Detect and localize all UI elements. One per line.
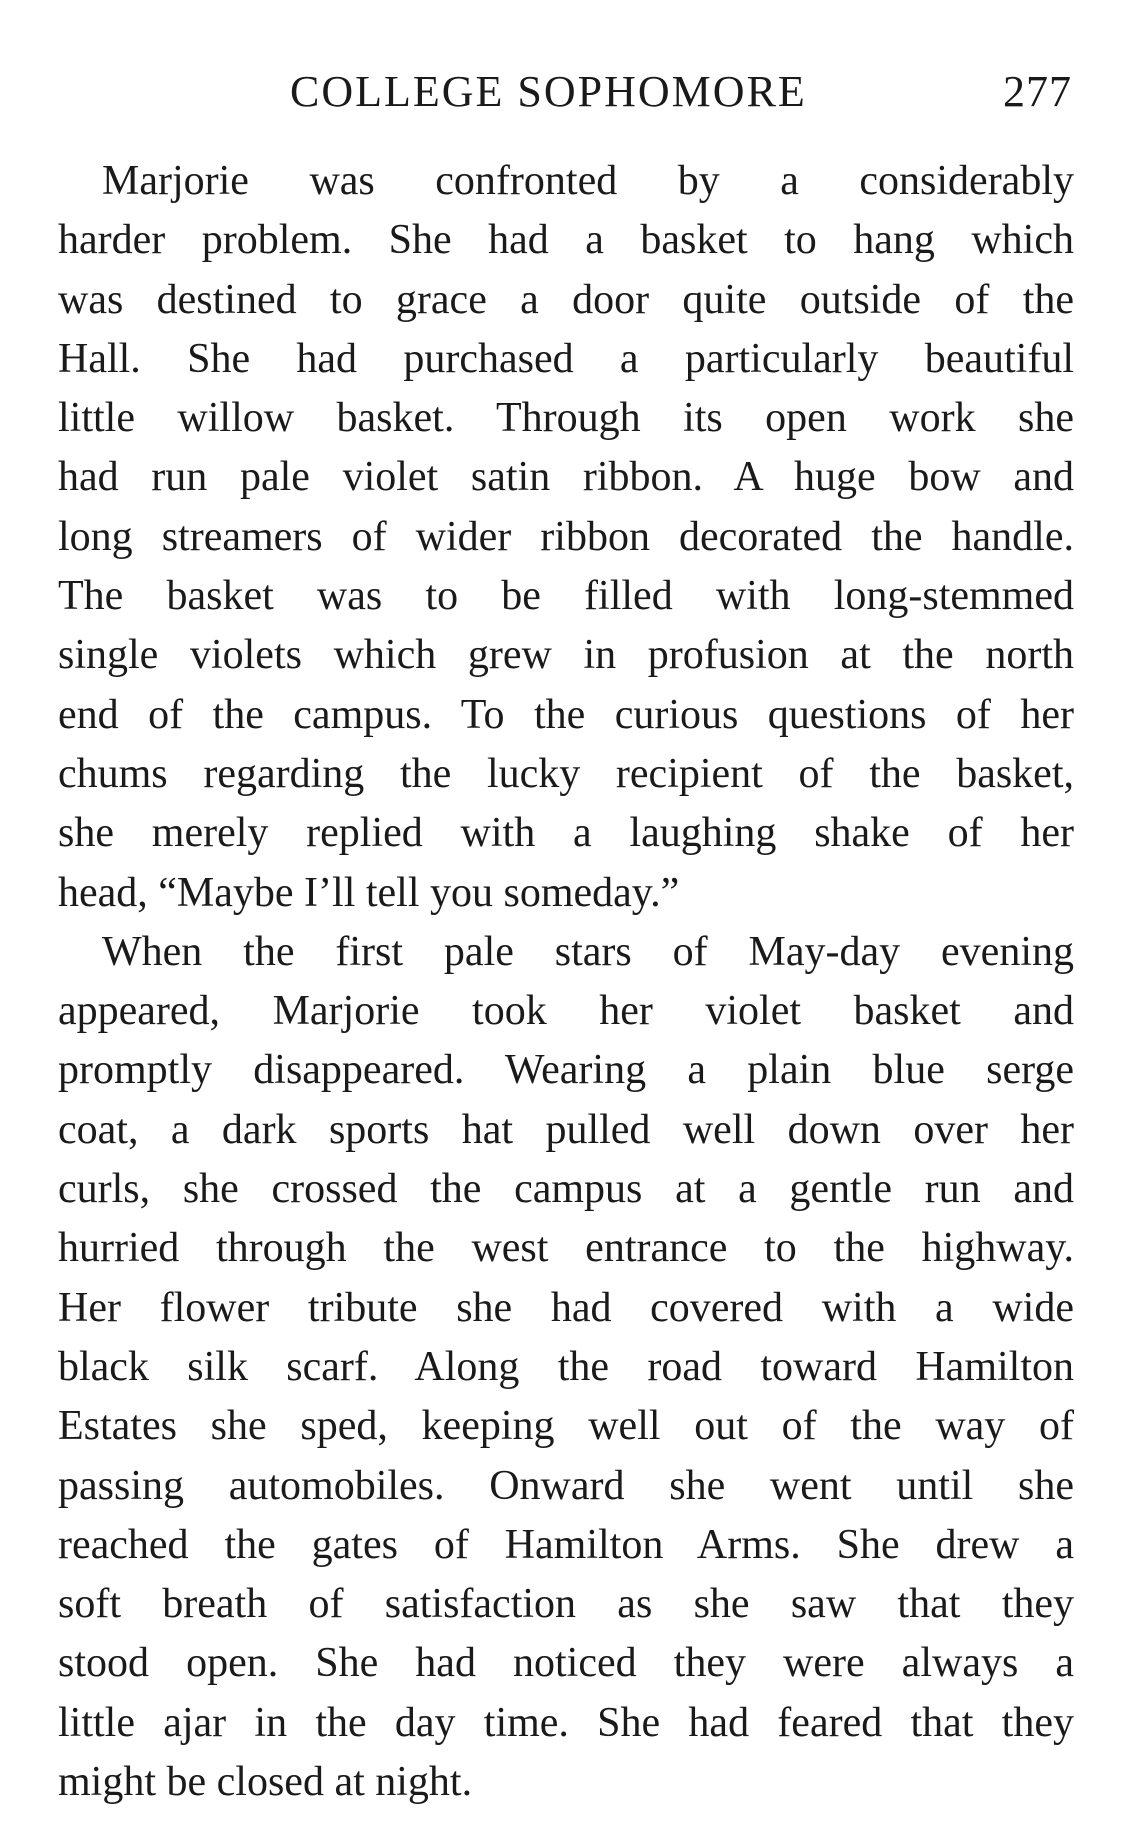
running-head xyxy=(0,62,1141,122)
text-line: head, “Maybe I’ll tell you someday.” xyxy=(58,869,680,916)
paragraph-1 xyxy=(58,152,1074,923)
text-line: long streamers of wider ribbon decorated the handle. xyxy=(58,513,1074,560)
text-line: hurried through the west entrance to the highway. xyxy=(58,1225,1074,1272)
page-number: 277 xyxy=(1003,67,1072,116)
text-line: chums regarding the lucky recipient of the basket, xyxy=(58,750,1074,797)
text-line: coat, a dark sports hat pulled well down over her xyxy=(58,1106,1074,1153)
text-line: black silk scarf. Along the road toward Hamilton xyxy=(58,1343,1074,1390)
body-text xyxy=(58,152,1074,1812)
text-line: little willow basket. Through its open work she xyxy=(58,395,1074,442)
running-title: COLLEGE SOPHOMORE xyxy=(290,67,807,116)
text-line: she merely replied with a laughing shake of her xyxy=(58,810,1074,857)
text-line: little ajar in the day time. She had feared that they xyxy=(58,1699,1074,1746)
text-line: was destined to grace a door quite outside of the xyxy=(58,276,1074,323)
text-line: curls, she crossed the campus at a gentle run and xyxy=(58,1166,1074,1213)
text-line: reached the gates of Hamilton Arms. She drew a xyxy=(58,1521,1074,1568)
text-line: Marjorie was confronted by a considerably xyxy=(102,158,1074,204)
text-line: Hall. She had purchased a particularly beautiful xyxy=(58,335,1074,382)
text-line: Her flower tribute she had covered with a wide xyxy=(58,1284,1074,1331)
text-line: When the first pale stars of May-day evening xyxy=(102,928,1074,975)
text-line: single violets which grew in profusion at the north xyxy=(58,632,1074,679)
text-line: might be closed at night. xyxy=(58,1759,473,1806)
text-line: The basket was to be filled with long-stemmed xyxy=(58,573,1074,620)
paragraph-2 xyxy=(58,923,1074,1812)
text-line: stood open. She had noticed they were always a xyxy=(58,1640,1074,1687)
text-line: had run pale violet satin ribbon. A huge bow and xyxy=(58,454,1074,501)
text-line: passing automobiles. Onward she went until she xyxy=(58,1462,1074,1509)
text-line: end of the campus. To the curious questions of her xyxy=(58,691,1074,738)
text-line: harder problem. She had a basket to hang which xyxy=(58,217,1074,264)
text-line: appeared, Marjorie took her violet basket and xyxy=(58,988,1074,1035)
text-line: promptly disappeared. Wearing a plain blue serge xyxy=(58,1047,1074,1094)
text-line: soft breath of satisfaction as she saw that they xyxy=(58,1581,1074,1628)
text-line: Estates she sped, keeping well out of the way of xyxy=(58,1403,1074,1450)
